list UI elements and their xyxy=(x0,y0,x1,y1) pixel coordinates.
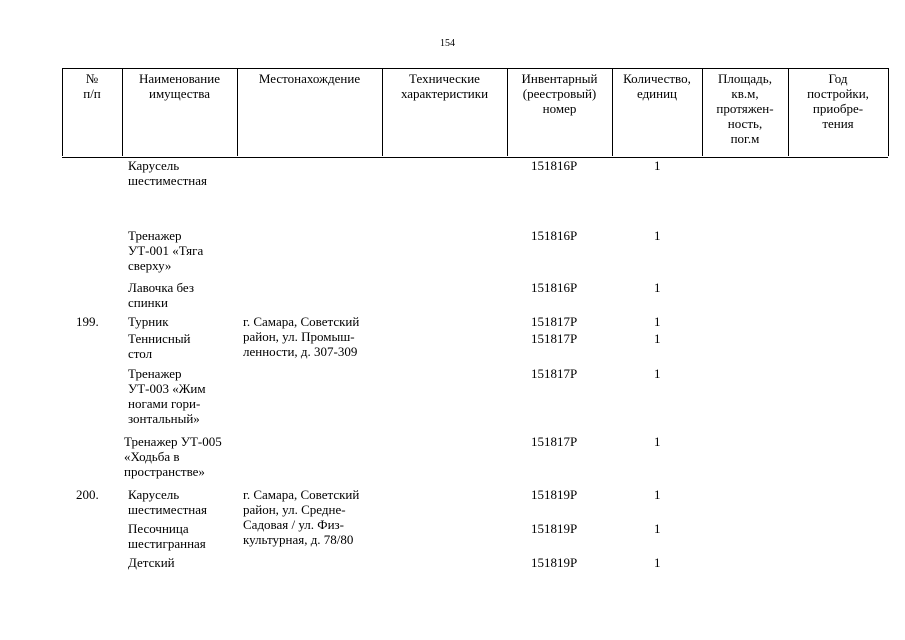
row-inventory xyxy=(531,521,577,536)
header-year: Год постройки, приобре- тения xyxy=(807,71,869,131)
row-name xyxy=(128,331,191,361)
row-inventory xyxy=(531,280,577,295)
row-location-line: район, ул. Промыш- xyxy=(243,329,355,344)
row-name-line: ногами гори- xyxy=(128,396,201,411)
row-name-line: УТ-003 «Жим xyxy=(128,381,206,396)
row-location-line: Садовая / ул. Физ- xyxy=(243,517,344,532)
row-quantity xyxy=(654,331,661,346)
page-number: 154 xyxy=(440,38,455,49)
row-quantity xyxy=(654,521,661,536)
row-inventory-line: 151817Р xyxy=(531,366,578,381)
row-name xyxy=(128,314,169,329)
row-name xyxy=(128,280,194,310)
row-inventory-line: 151816Р xyxy=(531,228,578,243)
row-name-line: Тренажер xyxy=(128,228,182,243)
row-quantity-line: 1 xyxy=(654,158,661,173)
row-inventory-line: 151817Р xyxy=(531,434,578,449)
row-quantity-line: 1 xyxy=(654,228,661,243)
row-location-line: район, ул. Средне- xyxy=(243,502,346,517)
header-location: Местонахождение xyxy=(258,71,361,86)
row-name-line: Детский xyxy=(128,555,175,570)
row-name xyxy=(128,521,206,551)
row-number-line: 199. xyxy=(76,314,99,329)
row-inventory xyxy=(531,487,577,502)
row-name-line: Карусель xyxy=(128,158,180,173)
row-name-line: шестиместная xyxy=(128,173,207,188)
row-name xyxy=(128,228,203,273)
row-name xyxy=(128,158,207,188)
row-location xyxy=(243,314,359,359)
row-name-line: Тренажер УТ-005 xyxy=(124,434,222,449)
row-inventory-line: 151819Р xyxy=(531,555,578,570)
row-location-line: ленности, д. 307-309 xyxy=(243,344,358,359)
row-quantity xyxy=(654,314,661,329)
row-inventory-line: 151817Р xyxy=(531,314,578,329)
row-quantity xyxy=(654,487,661,502)
row-name-line: шестигранная xyxy=(128,536,206,551)
row-inventory-line: 151816Р xyxy=(531,280,578,295)
row-location xyxy=(243,487,359,547)
header-quantity: Количество, единиц xyxy=(623,71,691,101)
row-name-line: стол xyxy=(128,346,153,361)
row-inventory-line: 151819Р xyxy=(531,521,578,536)
row-quantity-line: 1 xyxy=(654,521,661,536)
column-divider xyxy=(888,68,889,156)
row-quantity-line: 1 xyxy=(654,331,661,346)
row-name-line: сверху» xyxy=(128,258,172,273)
row-inventory-line: 151817Р xyxy=(531,331,578,346)
row-location-line: культурная, д. 78/80 xyxy=(243,532,354,547)
header-no: № п/п xyxy=(83,71,101,101)
row-inventory-line: 151816Р xyxy=(531,158,578,173)
row-name-line: Лавочка без xyxy=(128,280,194,295)
row-name xyxy=(128,487,207,517)
row-name xyxy=(128,555,175,570)
row-quantity xyxy=(654,434,661,449)
row-quantity xyxy=(654,158,661,173)
row-inventory xyxy=(531,555,577,570)
row-name-line: зонтальный» xyxy=(128,411,200,426)
row-quantity-line: 1 xyxy=(654,366,661,381)
header-inventory: Инвентарный (реестровый) номер xyxy=(521,71,598,116)
row-inventory xyxy=(531,434,577,449)
row-number xyxy=(76,487,99,502)
row-inventory xyxy=(531,331,577,346)
row-location-line: г. Самара, Советский xyxy=(243,487,360,502)
row-quantity xyxy=(654,555,661,570)
row-name-line: УТ-001 «Тяга xyxy=(128,243,204,258)
row-quantity-line: 1 xyxy=(654,280,661,295)
row-name-line: Карусель xyxy=(128,487,180,502)
row-quantity-line: 1 xyxy=(654,487,661,502)
row-name-line: Тренажер xyxy=(128,366,182,381)
row-location-line: г. Самара, Советский xyxy=(243,314,360,329)
row-name-line: «Ходьба в xyxy=(124,449,180,464)
row-inventory xyxy=(531,314,577,329)
row-name xyxy=(124,434,222,479)
row-quantity-line: 1 xyxy=(654,434,661,449)
row-quantity-line: 1 xyxy=(654,314,661,329)
row-quantity-line: 1 xyxy=(654,555,661,570)
row-quantity xyxy=(654,280,661,295)
header-area: Площадь, кв.м, протяжен- ность, пог.м xyxy=(716,71,774,146)
row-number-line: 200. xyxy=(76,487,99,502)
row-name-line: Песочница xyxy=(128,521,189,536)
header-name: Наименование имущества xyxy=(139,71,220,101)
row-quantity xyxy=(654,228,661,243)
row-inventory xyxy=(531,158,577,173)
row-name-line: Теннисный xyxy=(128,331,191,346)
row-inventory-line: 151819Р xyxy=(531,487,578,502)
row-name xyxy=(128,366,206,426)
row-quantity xyxy=(654,366,661,381)
row-number xyxy=(76,314,99,329)
row-inventory xyxy=(531,366,577,381)
row-inventory xyxy=(531,228,577,243)
row-name-line: Турник xyxy=(128,314,169,329)
row-name-line: шестиместная xyxy=(128,502,207,517)
row-name-line: пространстве» xyxy=(124,464,205,479)
header-tech: Технические характеристики xyxy=(400,71,489,101)
row-name-line: спинки xyxy=(128,295,168,310)
